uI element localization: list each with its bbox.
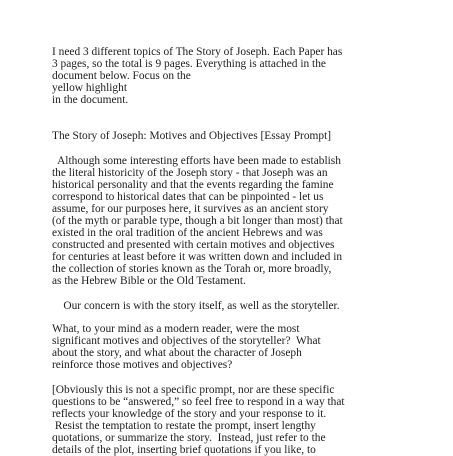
paragraph-1-line-4: correspond to historical dates that can be pinpointed - let us — [52, 191, 324, 203]
paragraph-1-line-1: Although some interesting efforts have been made to establish — [52, 155, 341, 167]
paragraph-1-line-10: the collection of stories known as the Torah or, more broadly, — [52, 263, 332, 275]
paragraph-4-line-6: details of the plot, inserting brief quotations if you like, to — [52, 444, 316, 456]
document-heading: The Story of Joseph: Motives and Objectives [Essay Prompt] — [52, 130, 332, 142]
paragraph-1-line-3: historical personality and that the events regarding the famine — [52, 179, 334, 191]
paragraph-2-line-1: Our concern is with the story itself, as well as the storyteller. — [52, 300, 340, 312]
paragraph-4-line-4: Resist the temptation to restate the prompt, insert lengthy — [52, 420, 316, 432]
intro-line-3: document below. Focus on the — [52, 70, 191, 82]
paragraph-4-line-5: quotations, or summarize the story. Instead, just refer to the — [52, 432, 326, 444]
paragraph-3-line-2: significant motives and objectives of the storyteller? What — [52, 335, 321, 347]
intro-line-4: yellow highlight — [52, 82, 127, 94]
intro-line-1: I need 3 different topics of The Story of Joseph. Each Paper has — [52, 46, 343, 58]
paragraph-1-line-6: (of the myth or parable type, though a bit longer than most) that — [52, 215, 343, 227]
intro-line-2: 3 pages, so the total is 9 pages. Everything is attached in the — [52, 58, 326, 70]
paragraph-1-line-8: constructed and presented with certain motives and objectives — [52, 239, 335, 251]
paragraph-1-line-2: the literal historicity of the Joseph story - that Joseph was an — [52, 167, 328, 179]
paragraph-3-line-4: reinforce those motives and objectives? — [52, 359, 233, 371]
paragraph-1-line-11: as the Hebrew Bible or the Old Testament. — [52, 275, 246, 287]
intro-line-5: in the document. — [52, 94, 129, 106]
paragraph-4-line-3: reflects your knowledge of the story and your response to it. — [52, 408, 327, 420]
paragraph-3-line-1: What, to your mind as a modern reader, were the most — [52, 323, 300, 335]
paragraph-3-line-3: about the story, and what about the character of Joseph — [52, 347, 302, 359]
paragraph-1-line-7: existed in the oral tradition of the ancient Hebrews and was — [52, 227, 323, 239]
paragraph-4-line-1: [Obviously this is not a specific prompt, nor are these specific — [52, 384, 335, 396]
paragraph-4-line-2: questions to be “answered,” so feel free to respond in a way that — [52, 396, 345, 408]
paragraph-1-line-9: for centuries at least before it was written down and included in — [52, 251, 343, 263]
paragraph-1-line-5: assume, for our purposes here, it survives as an ancient story — [52, 203, 329, 215]
